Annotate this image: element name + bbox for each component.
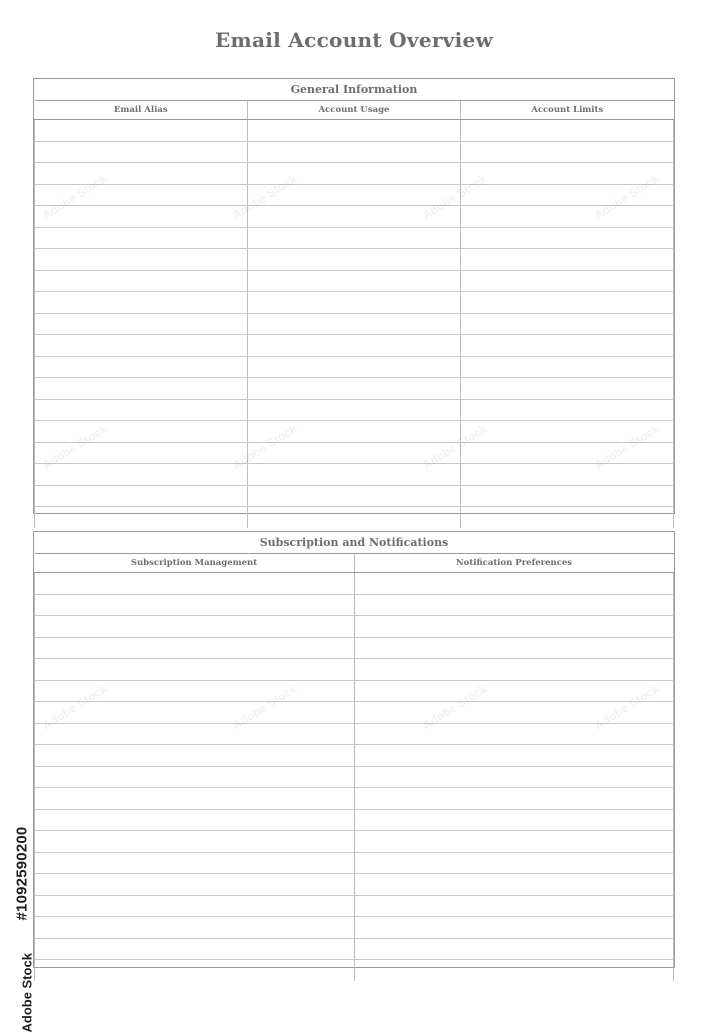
cell-account-usage[interactable] <box>248 249 461 271</box>
table-row[interactable] <box>35 184 674 206</box>
cell-email-alias[interactable] <box>35 270 248 292</box>
cell-account-usage[interactable] <box>248 421 461 443</box>
cell-email-alias[interactable] <box>35 421 248 443</box>
section-heading-general: General Information <box>35 79 674 101</box>
table-row[interactable] <box>35 206 674 228</box>
table-row[interactable] <box>35 399 674 421</box>
cell-notification-preferences[interactable] <box>354 831 674 853</box>
cell-notification-preferences[interactable] <box>354 960 674 981</box>
cell-email-alias[interactable] <box>35 399 248 421</box>
cell-subscription-management[interactable] <box>35 831 355 853</box>
stock-watermark-strip <box>4 740 35 1033</box>
cell-notification-preferences[interactable] <box>354 895 674 917</box>
stock-provider-label: Adobe Stock <box>19 953 35 1033</box>
cell-subscription-management[interactable] <box>35 659 355 681</box>
cell-account-limits[interactable] <box>461 356 674 378</box>
section-heading-subscription: Subscription and Notifications <box>35 532 674 554</box>
cell-subscription-management[interactable] <box>35 723 355 745</box>
cell-email-alias[interactable] <box>35 292 248 314</box>
cell-subscription-management[interactable] <box>35 637 355 659</box>
cell-notification-preferences[interactable] <box>354 637 674 659</box>
table-general-information <box>33 78 675 514</box>
table-row[interactable] <box>35 292 674 314</box>
column-header-notification-preferences: Notification Preferences <box>354 554 674 573</box>
cell-account-usage[interactable] <box>248 464 461 486</box>
table-row[interactable] <box>35 120 674 142</box>
cell-email-alias[interactable] <box>35 442 248 464</box>
cell-email-alias[interactable] <box>35 120 248 142</box>
cell-account-usage[interactable] <box>248 292 461 314</box>
cell-account-limits[interactable] <box>461 270 674 292</box>
table-row[interactable] <box>35 960 674 981</box>
cell-account-limits[interactable] <box>461 184 674 206</box>
table-row[interactable] <box>35 141 674 163</box>
cell-notification-preferences[interactable] <box>354 874 674 896</box>
table-row[interactable] <box>35 659 674 681</box>
cell-account-limits[interactable] <box>461 292 674 314</box>
cell-email-alias[interactable] <box>35 184 248 206</box>
cell-subscription-management[interactable] <box>35 938 355 960</box>
table-row[interactable] <box>35 594 674 616</box>
page-title: Email Account Overview <box>214 28 494 52</box>
cell-account-usage[interactable] <box>248 206 461 228</box>
cell-subscription-management[interactable] <box>35 874 355 896</box>
cell-account-limits[interactable] <box>461 227 674 249</box>
table-row[interactable] <box>35 702 674 724</box>
table-row[interactable] <box>35 831 674 853</box>
cell-email-alias[interactable] <box>35 227 248 249</box>
table-row[interactable] <box>35 680 674 702</box>
cell-subscription-management[interactable] <box>35 745 355 767</box>
table-row[interactable] <box>35 356 674 378</box>
table-row[interactable] <box>35 442 674 464</box>
cell-account-limits[interactable] <box>461 378 674 400</box>
cell-account-usage[interactable] <box>248 399 461 421</box>
cell-account-usage[interactable] <box>248 507 461 528</box>
table-row[interactable] <box>35 227 674 249</box>
cell-email-alias[interactable] <box>35 141 248 163</box>
table-row[interactable] <box>35 270 674 292</box>
cell-account-limits[interactable] <box>461 399 674 421</box>
cell-notification-preferences[interactable] <box>354 938 674 960</box>
cell-notification-preferences[interactable] <box>354 573 674 595</box>
cell-account-usage[interactable] <box>248 356 461 378</box>
cell-email-alias[interactable] <box>35 485 248 507</box>
cell-account-limits[interactable] <box>461 141 674 163</box>
column-header-email-alias: Email Alias <box>35 101 248 120</box>
table-row[interactable] <box>35 421 674 443</box>
cell-account-usage[interactable] <box>248 335 461 357</box>
cell-notification-preferences[interactable] <box>354 852 674 874</box>
table-row[interactable] <box>35 895 674 917</box>
table-row[interactable] <box>35 637 674 659</box>
table-row[interactable] <box>35 745 674 767</box>
table-row[interactable] <box>35 788 674 810</box>
cell-subscription-management[interactable] <box>35 960 355 981</box>
cell-account-limits[interactable] <box>461 120 674 142</box>
cell-notification-preferences[interactable] <box>354 745 674 767</box>
cell-email-alias[interactable] <box>35 313 248 335</box>
table-row[interactable] <box>35 723 674 745</box>
cell-account-limits[interactable] <box>461 335 674 357</box>
cell-account-limits[interactable] <box>461 313 674 335</box>
table-row[interactable] <box>35 852 674 874</box>
cell-subscription-management[interactable] <box>35 766 355 788</box>
column-header-account-limits: Account Limits <box>461 101 674 120</box>
cell-account-usage[interactable] <box>248 442 461 464</box>
table-row[interactable] <box>35 616 674 638</box>
cell-notification-preferences[interactable] <box>354 766 674 788</box>
table-row[interactable] <box>35 573 674 595</box>
cell-account-usage[interactable] <box>248 485 461 507</box>
cell-notification-preferences[interactable] <box>354 917 674 939</box>
cell-account-limits[interactable] <box>461 421 674 443</box>
cell-account-usage[interactable] <box>248 163 461 185</box>
cell-email-alias[interactable] <box>35 464 248 486</box>
cell-account-usage[interactable] <box>248 227 461 249</box>
cell-account-usage[interactable] <box>248 378 461 400</box>
table-row[interactable] <box>35 485 674 507</box>
cell-notification-preferences[interactable] <box>354 702 674 724</box>
column-header-subscription-management: Subscription Management <box>35 554 355 573</box>
table-row[interactable] <box>35 249 674 271</box>
cell-notification-preferences[interactable] <box>354 788 674 810</box>
table-row[interactable] <box>35 809 674 831</box>
table-row[interactable] <box>35 917 674 939</box>
cell-account-usage[interactable] <box>248 184 461 206</box>
cell-subscription-management[interactable] <box>35 680 355 702</box>
cell-account-limits[interactable] <box>461 206 674 228</box>
cell-subscription-management[interactable] <box>35 895 355 917</box>
cell-account-limits[interactable] <box>461 464 674 486</box>
cell-notification-preferences[interactable] <box>354 659 674 681</box>
cell-account-limits[interactable] <box>461 485 674 507</box>
table-row[interactable] <box>35 163 674 185</box>
cell-subscription-management[interactable] <box>35 616 355 638</box>
cell-notification-preferences[interactable] <box>354 809 674 831</box>
cell-account-usage[interactable] <box>248 313 461 335</box>
table-row[interactable] <box>35 335 674 357</box>
cell-email-alias[interactable] <box>35 356 248 378</box>
cell-email-alias[interactable] <box>35 507 248 528</box>
cell-subscription-management[interactable] <box>35 573 355 595</box>
cell-subscription-management[interactable] <box>35 852 355 874</box>
cell-subscription-management[interactable] <box>35 788 355 810</box>
table-row[interactable] <box>35 938 674 960</box>
cell-email-alias[interactable] <box>35 378 248 400</box>
cell-subscription-management[interactable] <box>35 917 355 939</box>
cell-account-limits[interactable] <box>461 442 674 464</box>
table-row[interactable] <box>35 313 674 335</box>
table-row[interactable] <box>35 507 674 528</box>
cell-notification-preferences[interactable] <box>354 594 674 616</box>
cell-account-limits[interactable] <box>461 249 674 271</box>
table-row[interactable] <box>35 766 674 788</box>
table-row[interactable] <box>35 378 674 400</box>
cell-email-alias[interactable] <box>35 206 248 228</box>
table-row[interactable] <box>35 874 674 896</box>
stock-id-label: #1092590200 <box>13 826 31 921</box>
cell-notification-preferences[interactable] <box>354 616 674 638</box>
cell-account-usage[interactable] <box>248 270 461 292</box>
cell-subscription-management[interactable] <box>35 809 355 831</box>
cell-notification-preferences[interactable] <box>354 680 674 702</box>
cell-account-usage[interactable] <box>248 141 461 163</box>
table-row[interactable] <box>35 464 674 486</box>
cell-subscription-management[interactable] <box>35 702 355 724</box>
table-subscription-and-notifications <box>33 531 675 968</box>
cell-subscription-management[interactable] <box>35 594 355 616</box>
cell-email-alias[interactable] <box>35 249 248 271</box>
cell-account-limits[interactable] <box>461 507 674 528</box>
cell-account-limits[interactable] <box>461 163 674 185</box>
cell-account-usage[interactable] <box>248 120 461 142</box>
cell-email-alias[interactable] <box>35 335 248 357</box>
column-header-account-usage: Account Usage <box>248 101 461 120</box>
cell-email-alias[interactable] <box>35 163 248 185</box>
cell-notification-preferences[interactable] <box>354 723 674 745</box>
